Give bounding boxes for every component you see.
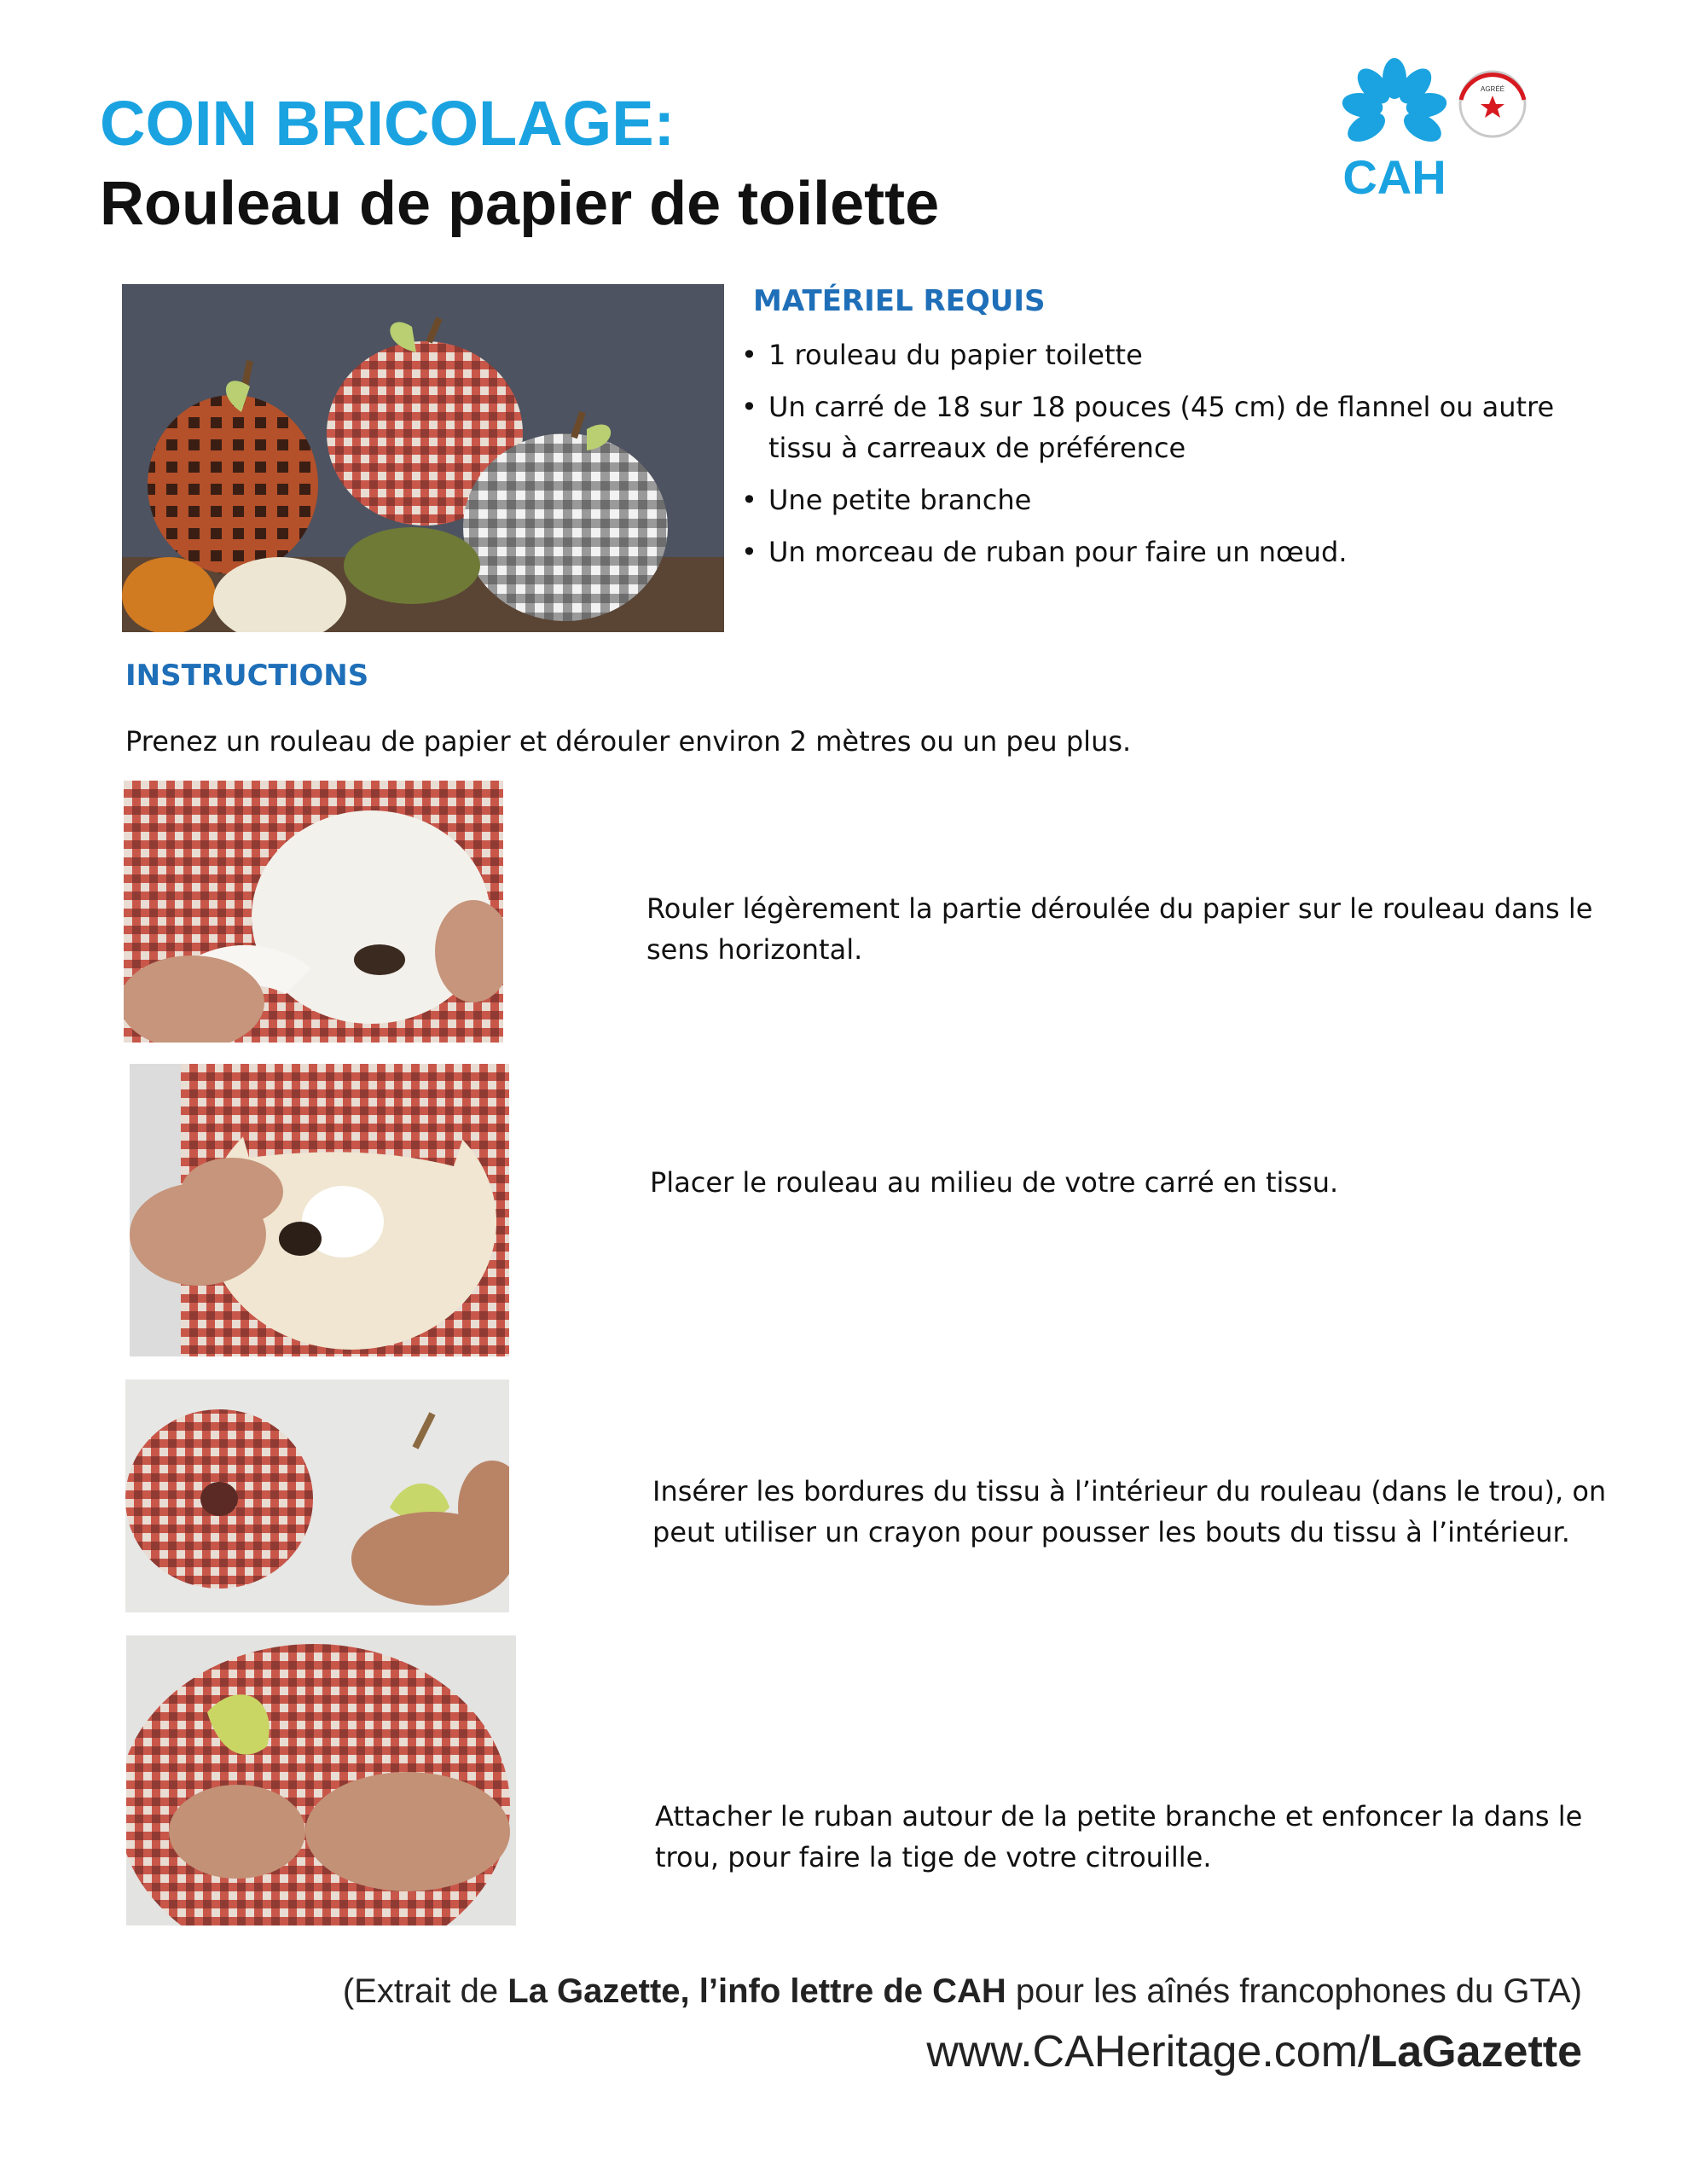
flower-icon xyxy=(1309,47,1531,209)
footer-credit-bold: La Gazette, l’info lettre de CAH xyxy=(507,1972,1006,2010)
step-1-photo xyxy=(124,781,503,1043)
footer-credit-prefix: (Extrait de xyxy=(342,1972,508,2010)
step-3-text: Insérer les bordures du tissu à l’intérieur du rouleau (dans le trou), on peut utiliser un crayon pour pousser les bouts du tissu à l’intérieur. xyxy=(652,1475,1607,1548)
footer-url-prefix[interactable]: www.CAHeritage.com/ xyxy=(926,2027,1371,2077)
materials-list xyxy=(738,334,1599,584)
step-4-text: Attacher le ruban autour de la petite branche et enfoncer la dans le trou, pour faire la tige de votre citrouille. xyxy=(655,1800,1583,1873)
list-item: • 1 rouleau du papier toilette xyxy=(738,334,1599,375)
instructions-intro: Prenez un rouleau de papier et dérouler environ 2 mètres ou un peu plus. xyxy=(125,725,1132,758)
footer-url-bold[interactable]: LaGazette xyxy=(1370,2027,1582,2077)
cah-logo xyxy=(1309,47,1531,209)
footer-credit-suffix: pour les aînés francophones du GTA) xyxy=(1006,1972,1582,2010)
step-2-text: Placer le rouleau au milieu de votre carré en tissu. xyxy=(650,1166,1339,1199)
page-subtitle: Rouleau de papier de toilette xyxy=(100,170,940,238)
step-2-photo xyxy=(130,1064,509,1356)
instructions-heading: INSTRUCTIONS xyxy=(125,659,369,693)
materials-heading: MATÉRIEL REQUIS xyxy=(753,284,1046,318)
step-1-text: Rouler légèrement la partie déroulée du papier sur le rouleau dans le sens horizontal. xyxy=(646,892,1593,966)
step-4-photo xyxy=(126,1635,516,1926)
step-3-photo xyxy=(125,1380,509,1612)
badge-text: AGRÉÉ xyxy=(1480,85,1505,93)
list-item: • Une petite branche xyxy=(738,479,1599,520)
list-item: • Un carré de 18 sur 18 pouces (45 cm) de flannel ou autre tissu à carreaux de préférence xyxy=(738,386,1599,468)
page-title: COIN BRICOLAGE: xyxy=(100,88,675,159)
logo-text: CAH xyxy=(1342,150,1446,204)
footer-credit xyxy=(343,1972,1582,2011)
hero-pumpkins-photo xyxy=(122,284,724,632)
footer-url[interactable] xyxy=(926,2026,1582,2077)
list-item: • Un morceau de ruban pour faire un nœud. xyxy=(738,531,1599,572)
